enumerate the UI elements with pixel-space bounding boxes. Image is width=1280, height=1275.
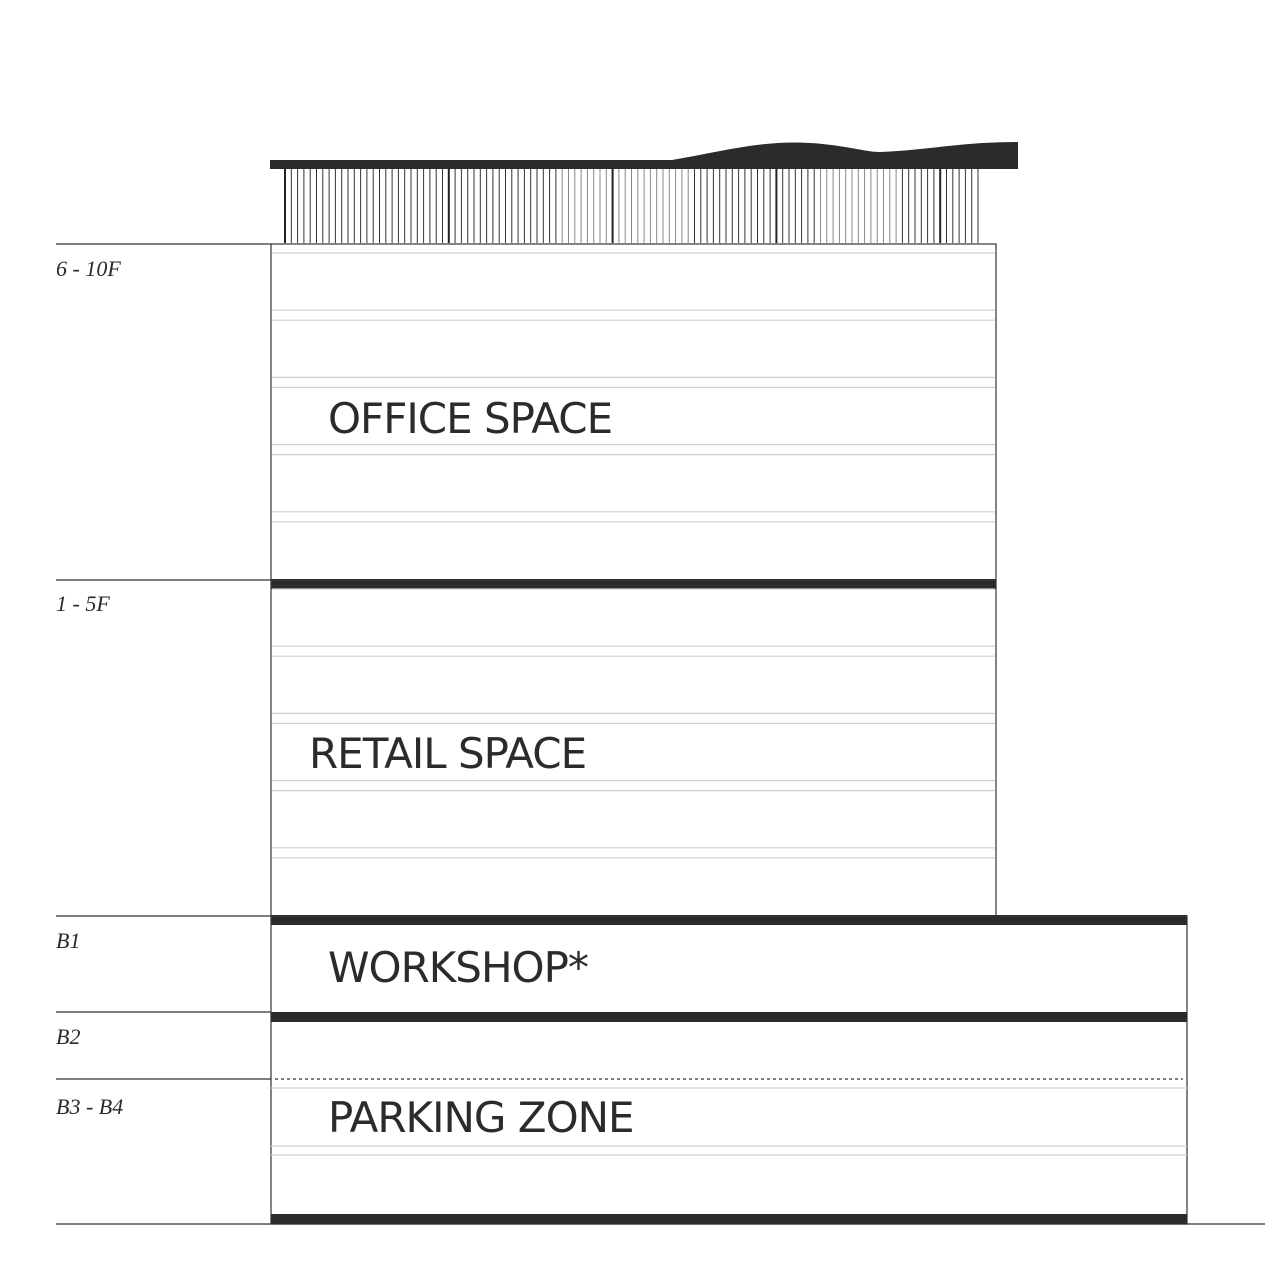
- floor-label-6-10f: 6 - 10F: [56, 256, 121, 281]
- floor-label-b2: B2: [56, 1024, 81, 1049]
- roof-canopy: [270, 142, 1018, 243]
- floor-label-b1: B1: [56, 928, 81, 953]
- zone-label-office: OFFICE SPACE: [328, 394, 613, 443]
- retail-floor-lines: [272, 589, 995, 858]
- foundation-slab: [271, 1214, 1187, 1224]
- floor-label-b3-b4: B3 - B4: [56, 1094, 124, 1119]
- b2-slab: [271, 1012, 1187, 1022]
- floor-label-1-5f: 1 - 5F: [56, 591, 110, 616]
- zone-label-parking: PARKING ZONE: [328, 1093, 634, 1142]
- zone-label-workshop: WORKSHOP*: [328, 943, 588, 992]
- office-floor-lines: [272, 253, 995, 522]
- roof-columns: [285, 169, 978, 243]
- roof-slab: [270, 142, 1018, 169]
- level-reference-lines: [56, 244, 1265, 1224]
- zone-label-retail: RETAIL SPACE: [309, 729, 587, 778]
